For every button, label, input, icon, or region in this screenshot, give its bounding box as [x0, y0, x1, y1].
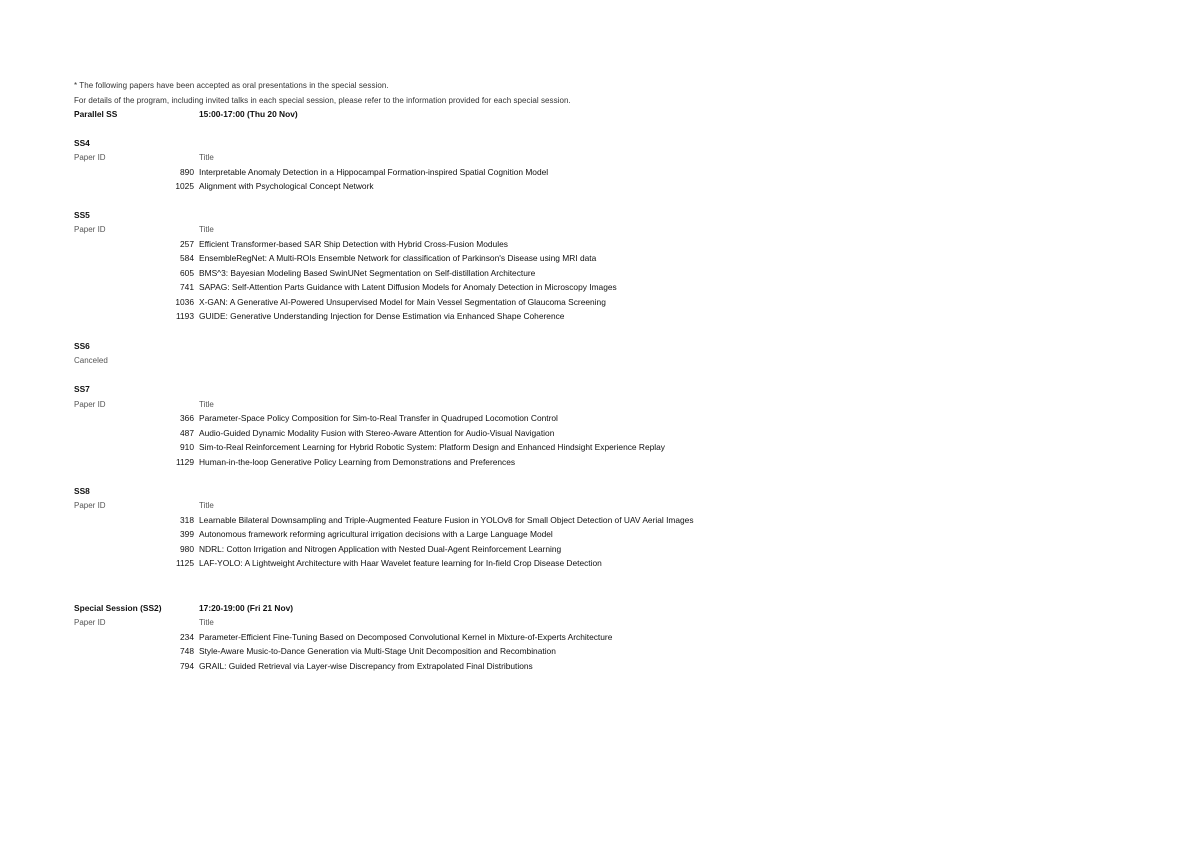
col-header-title: Title [199, 501, 214, 510]
paper-id: 584 [180, 253, 194, 263]
paper-id: 1036 [175, 297, 194, 307]
col-header-paper-id: Paper ID [74, 400, 106, 409]
status-canceled: Canceled [74, 356, 108, 365]
paper-id: 366 [180, 413, 194, 423]
paper-id: 980 [180, 544, 194, 554]
col-header-paper-id: Paper ID [74, 501, 106, 510]
section-title-ss8: SS8 [74, 486, 90, 496]
paper-title: Efficient Transformer-based SAR Ship Detection with Hybrid Cross-Fusion Modules [199, 239, 508, 249]
paper-title: Parameter-Efficient Fine-Tuning Based on Decomposed Convolutional Kernel in Mixture-of-Experts Architecture [199, 632, 613, 642]
paper-id: 1193 [175, 311, 194, 321]
paper-title: LAF-YOLO: A Lightweight Architecture with Haar Wavelet feature learning for In-field Crop Disease Detection [199, 558, 602, 568]
special-session-label: Special Session (SS2) [74, 603, 162, 613]
paper-title: Human-in-the-loop Generative Policy Learning from Demonstrations and Preferences [199, 457, 516, 467]
paper-title: EnsembleRegNet: A Multi-ROIs Ensemble Network for classification of Parkinson's Disease using MRI data [199, 253, 597, 263]
paper-title: Alignment with Psychological Concept Network [199, 181, 374, 191]
paper-title: BMS^3: Bayesian Modeling Based SwinUNet Segmentation on Self-distillation Architecture [199, 268, 536, 278]
paper-id: 487 [180, 428, 194, 438]
section-title-ss5: SS5 [74, 210, 90, 220]
paper-id: 910 [180, 442, 194, 452]
paper-title: GRAIL: Guided Retrieval via Layer-wise Discrepancy from Extrapolated Final Distributions [199, 661, 533, 671]
paper-title: Autonomous framework reforming agricultural irrigation decisions with a Large Language Model [199, 529, 553, 539]
note-line-1: * The following papers have been accepted as oral presentations in the special session. [74, 81, 389, 90]
paper-title: Learnable Bilateral Downsampling and Triple-Augmented Feature Fusion in YOLOv8 for Small Object Detection of UAV Aerial Images [199, 515, 694, 525]
col-header-title: Title [199, 225, 214, 234]
section-title-ss7: SS7 [74, 384, 90, 394]
paper-id: 890 [180, 167, 194, 177]
col-header-paper-id: Paper ID [74, 225, 106, 234]
paper-id: 1125 [175, 558, 194, 568]
paper-id: 605 [180, 268, 194, 278]
paper-title: NDRL: Cotton Irrigation and Nitrogen Application with Nested Dual-Agent Reinforcement Learning [199, 544, 562, 554]
paper-id: 399 [180, 529, 194, 539]
col-header-paper-id: Paper ID [74, 153, 106, 162]
parallel-label: Parallel SS [74, 109, 118, 119]
special-session-time: 17:20-19:00 (Fri 21 Nov) [199, 603, 294, 613]
paper-id: 1129 [175, 457, 194, 467]
paper-id: 794 [180, 661, 194, 671]
section-title-ss6: SS6 [74, 341, 90, 351]
note-line-2: For details of the program, including invited talks in each special session, please refer to the information provided for each special session. [74, 96, 571, 105]
paper-id: 1025 [175, 181, 194, 191]
paper-title: Audio-Guided Dynamic Modality Fusion with Stereo-Aware Attention for Audio-Visual Navigation [199, 428, 555, 438]
col-header-title: Title [199, 400, 214, 409]
col-header-paper-id: Paper ID [74, 618, 106, 627]
paper-title: Parameter-Space Policy Composition for Sim-to-Real Transfer in Quadruped Locomotion Control [199, 413, 558, 423]
paper-id: 748 [180, 646, 194, 656]
paper-id: 234 [180, 632, 194, 642]
paper-title: SAPAG: Self-Attention Parts Guidance with Latent Diffusion Models for Anomaly Detection in Microscopy Images [199, 282, 617, 292]
paper-id: 257 [180, 239, 194, 249]
paper-title: Style-Aware Music-to-Dance Generation via Multi-Stage Unit Decomposition and Recombination [199, 646, 556, 656]
col-header-title: Title [199, 153, 214, 162]
paper-id: 318 [180, 515, 194, 525]
paper-id: 741 [180, 282, 194, 292]
section-title-ss4: SS4 [74, 138, 90, 148]
paper-title: Sim-to-Real Reinforcement Learning for Hybrid Robotic System: Platform Design and Enhanced Hindsight Experience Replay [199, 442, 665, 452]
paper-title: X-GAN: A Generative AI-Powered Unsupervised Model for Main Vessel Segmentation of Glaucoma Screening [199, 297, 606, 307]
col-header-title: Title [199, 618, 214, 627]
paper-title: GUIDE: Generative Understanding Injection for Dense Estimation via Enhanced Shape Coherence [199, 311, 565, 321]
parallel-time: 15:00-17:00 (Thu 20 Nov) [199, 109, 298, 119]
paper-title: Interpretable Anomaly Detection in a Hippocampal Formation-inspired Spatial Cognition Model [199, 167, 549, 177]
